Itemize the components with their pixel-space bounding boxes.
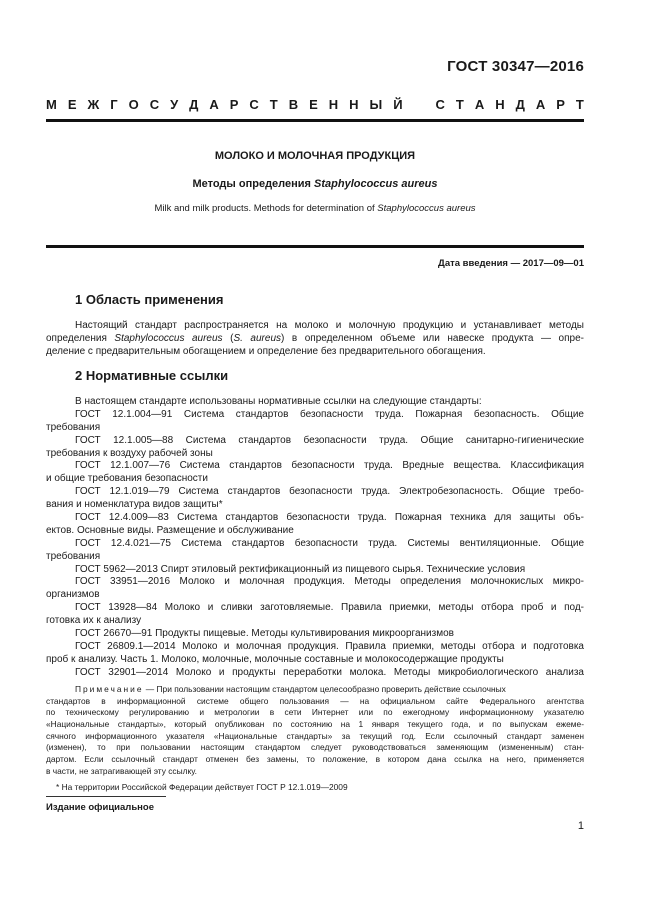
section-1-line: Настоящий стандарт распространяется на молоко и молочную продукцию и устанавливает методы xyxy=(75,320,584,331)
organism-abbreviation: S. aureus xyxy=(233,333,281,344)
footnote-rule xyxy=(46,796,166,797)
banner-letter: С xyxy=(249,97,259,112)
reference-line: ектов. Основные виды. Размещение и обслуживание xyxy=(46,524,294,536)
banner-letter: А xyxy=(209,97,219,112)
reference-line: ГОСТ 13928—84 Молоко и сливки заготовляемые. Правила приемки, методы отбора проб и под- xyxy=(75,602,584,614)
note-line: в части, не затрагивающей эту ссылку. xyxy=(46,765,197,776)
banner-letter: С xyxy=(149,97,160,112)
reference-line: ГОСТ 12.1.007—76 Система стандартов безопасности труда. Вредные вещества. Классификация xyxy=(75,460,584,472)
reference-line: ГОСТ 5962—2013 Спирт этиловый ректификационный из пищевого сырья. Технические условия xyxy=(75,563,526,575)
section-1-line xyxy=(46,332,584,345)
banner-letter: Ы xyxy=(369,97,383,112)
banner-letter: Е xyxy=(309,97,318,112)
banner-letter: Г xyxy=(110,97,118,112)
banner-letter: Т xyxy=(269,97,278,112)
note-label: Примечание xyxy=(75,684,144,694)
reference-line: ГОСТ 33951—2016 Молоко и молочная продукция. Методы определения молочнокислых микро- xyxy=(75,576,584,588)
banner-letter: Е xyxy=(67,97,77,112)
banner-letter: У xyxy=(170,97,179,112)
standard-code: ГОСТ 30347—2016 xyxy=(447,58,584,75)
banner-letter: А xyxy=(535,97,546,112)
document-title: МОЛОКО И МОЛОЧНАЯ ПРОДУКЦИЯ xyxy=(214,150,416,162)
reference-line: ГОСТ 12.1.005—88 Система стандартов безопасности труда. Общие санитарно-гигиенические xyxy=(75,434,584,446)
section-1-line: деление с предварительным обогащением и определение без предварительного обогащения. xyxy=(46,346,486,357)
reference-line: ГОСТ 32901—2014 Молоко и продукты переработки молока. Методы микробиологического анализа xyxy=(75,666,584,678)
note-line: сячного информационного указателя «Национальные стандарты» за текущий год. Если ссылочный стандарт заменен xyxy=(46,730,584,741)
organism-name: Staphylococcus aureus xyxy=(114,333,223,344)
banner-letter: С xyxy=(435,97,445,112)
banner-letter: Н xyxy=(328,97,339,112)
official-edition-label: Издание официальное xyxy=(46,802,154,813)
normative-references-list xyxy=(46,396,584,680)
note-line: «Национальные стандарты», который опубликован по состоянию на 1 января текущего года, и по выпускам ежеме- xyxy=(46,719,584,730)
note-line: стандартов в информационной системе общего пользования — на официальном сайте Федерального агентства xyxy=(46,695,584,706)
interstate-standard-banner xyxy=(46,97,584,112)
english-title-organism: Staphylococcus aureus xyxy=(377,203,476,214)
subtitle-prefix: Методы определения xyxy=(192,178,315,190)
banner-letter: Т xyxy=(575,97,584,112)
banner-letter: Й xyxy=(393,97,403,112)
text-run: определения xyxy=(46,333,115,344)
introduction-date: Дата введения — 2017—09—01 xyxy=(438,258,584,269)
reference-line: и общие требования безопасности xyxy=(46,473,208,485)
note-first-line-text: — При пользовании настоящим стандартом целесообразно проверить действие ссылочных xyxy=(143,684,506,694)
english-title-prefix: Milk and milk products. Methods for determination of xyxy=(154,203,378,214)
top-rule xyxy=(46,119,584,122)
english-title xyxy=(46,203,584,214)
text-run: ) в определенном объеме или навеске продукта — опре- xyxy=(281,333,584,344)
banner-letter: М xyxy=(46,97,57,112)
reference-line: ГОСТ 12.4.009—83 Система стандартов безопасности труда. Пожарная техника для защиты объ- xyxy=(75,512,584,524)
note-first-line xyxy=(46,684,584,696)
banner-letter: Р xyxy=(229,97,239,112)
page-number: 1 xyxy=(577,820,584,832)
note-line: дартом. Если ссылочный стандарт отменен без замены, то положение, в котором дана ссылка на него, применяется xyxy=(46,754,584,765)
reference-line: ГОСТ 26809.1—2014 Молоко и молочная продукция. Правила приемки, методы отбора и подготовка xyxy=(75,640,584,652)
banner-letter: Р xyxy=(556,97,565,112)
section-2-heading: 2 Нормативные ссылки xyxy=(75,368,229,383)
title-rule xyxy=(46,245,584,248)
reference-line: готовка их к анализу xyxy=(46,615,142,627)
section-1-text xyxy=(46,319,584,358)
section-1-heading: 1 Область применения xyxy=(75,292,224,307)
banner-letter: Н xyxy=(495,97,505,112)
reference-line: требования xyxy=(46,421,101,433)
document-subtitle xyxy=(46,178,584,190)
reference-line: ГОСТ 12.4.021—75 Система стандартов безопасности труда. Системы вентиляционные. Общие xyxy=(75,537,584,549)
banner-letter: А xyxy=(474,97,485,112)
note-line: по техническому регулированию и метрологии в сети Интернет или по ежегодному информационному указателю xyxy=(46,707,584,718)
reference-line: проб к анализу. Часть 1. Молоко, молочные, молочные составные и молокосодержащие продукты xyxy=(46,653,504,665)
reference-line: требования к воздуху рабочей зоны xyxy=(46,447,213,459)
subtitle-organism: Staphylococcus aureus xyxy=(314,178,438,190)
text-run: ( xyxy=(222,333,234,344)
reference-line: организмов xyxy=(46,589,100,601)
banner-letter: Д xyxy=(515,97,525,112)
reference-line: В настоящем стандарте использованы нормативные ссылки на следующие стандарты: xyxy=(75,396,482,407)
reference-line: ГОСТ 12.1.004—91 Система стандартов безопасности труда. Пожарная безопасность. Общие xyxy=(75,408,584,420)
note-line: (изменен), то при пользовании настоящим стандартом следует руководствоваться заменяющим (измененным) стан- xyxy=(46,742,584,753)
banner-letter: Т xyxy=(455,97,464,112)
reference-line: ГОСТ 26670—91 Продукты пищевые. Методы культивирования микроорганизмов xyxy=(75,628,454,640)
footnote: * На территории Российской Федерации действует ГОСТ Р 12.1.019—2009 xyxy=(56,782,348,792)
reference-line: требования xyxy=(46,550,101,562)
banner-letter: О xyxy=(128,97,139,112)
banner-letter: В xyxy=(288,97,299,112)
reference-line: ГОСТ 12.1.019—79 Система стандартов безопасности труда. Электробезопасность. Общие требо- xyxy=(75,486,584,498)
banner-letter: Д xyxy=(189,97,199,112)
reference-line: вания и номенклатура видов защиты* xyxy=(46,499,223,511)
note-block xyxy=(46,684,584,778)
banner-letter: Н xyxy=(349,97,359,112)
banner-letter: Ж xyxy=(87,97,100,112)
